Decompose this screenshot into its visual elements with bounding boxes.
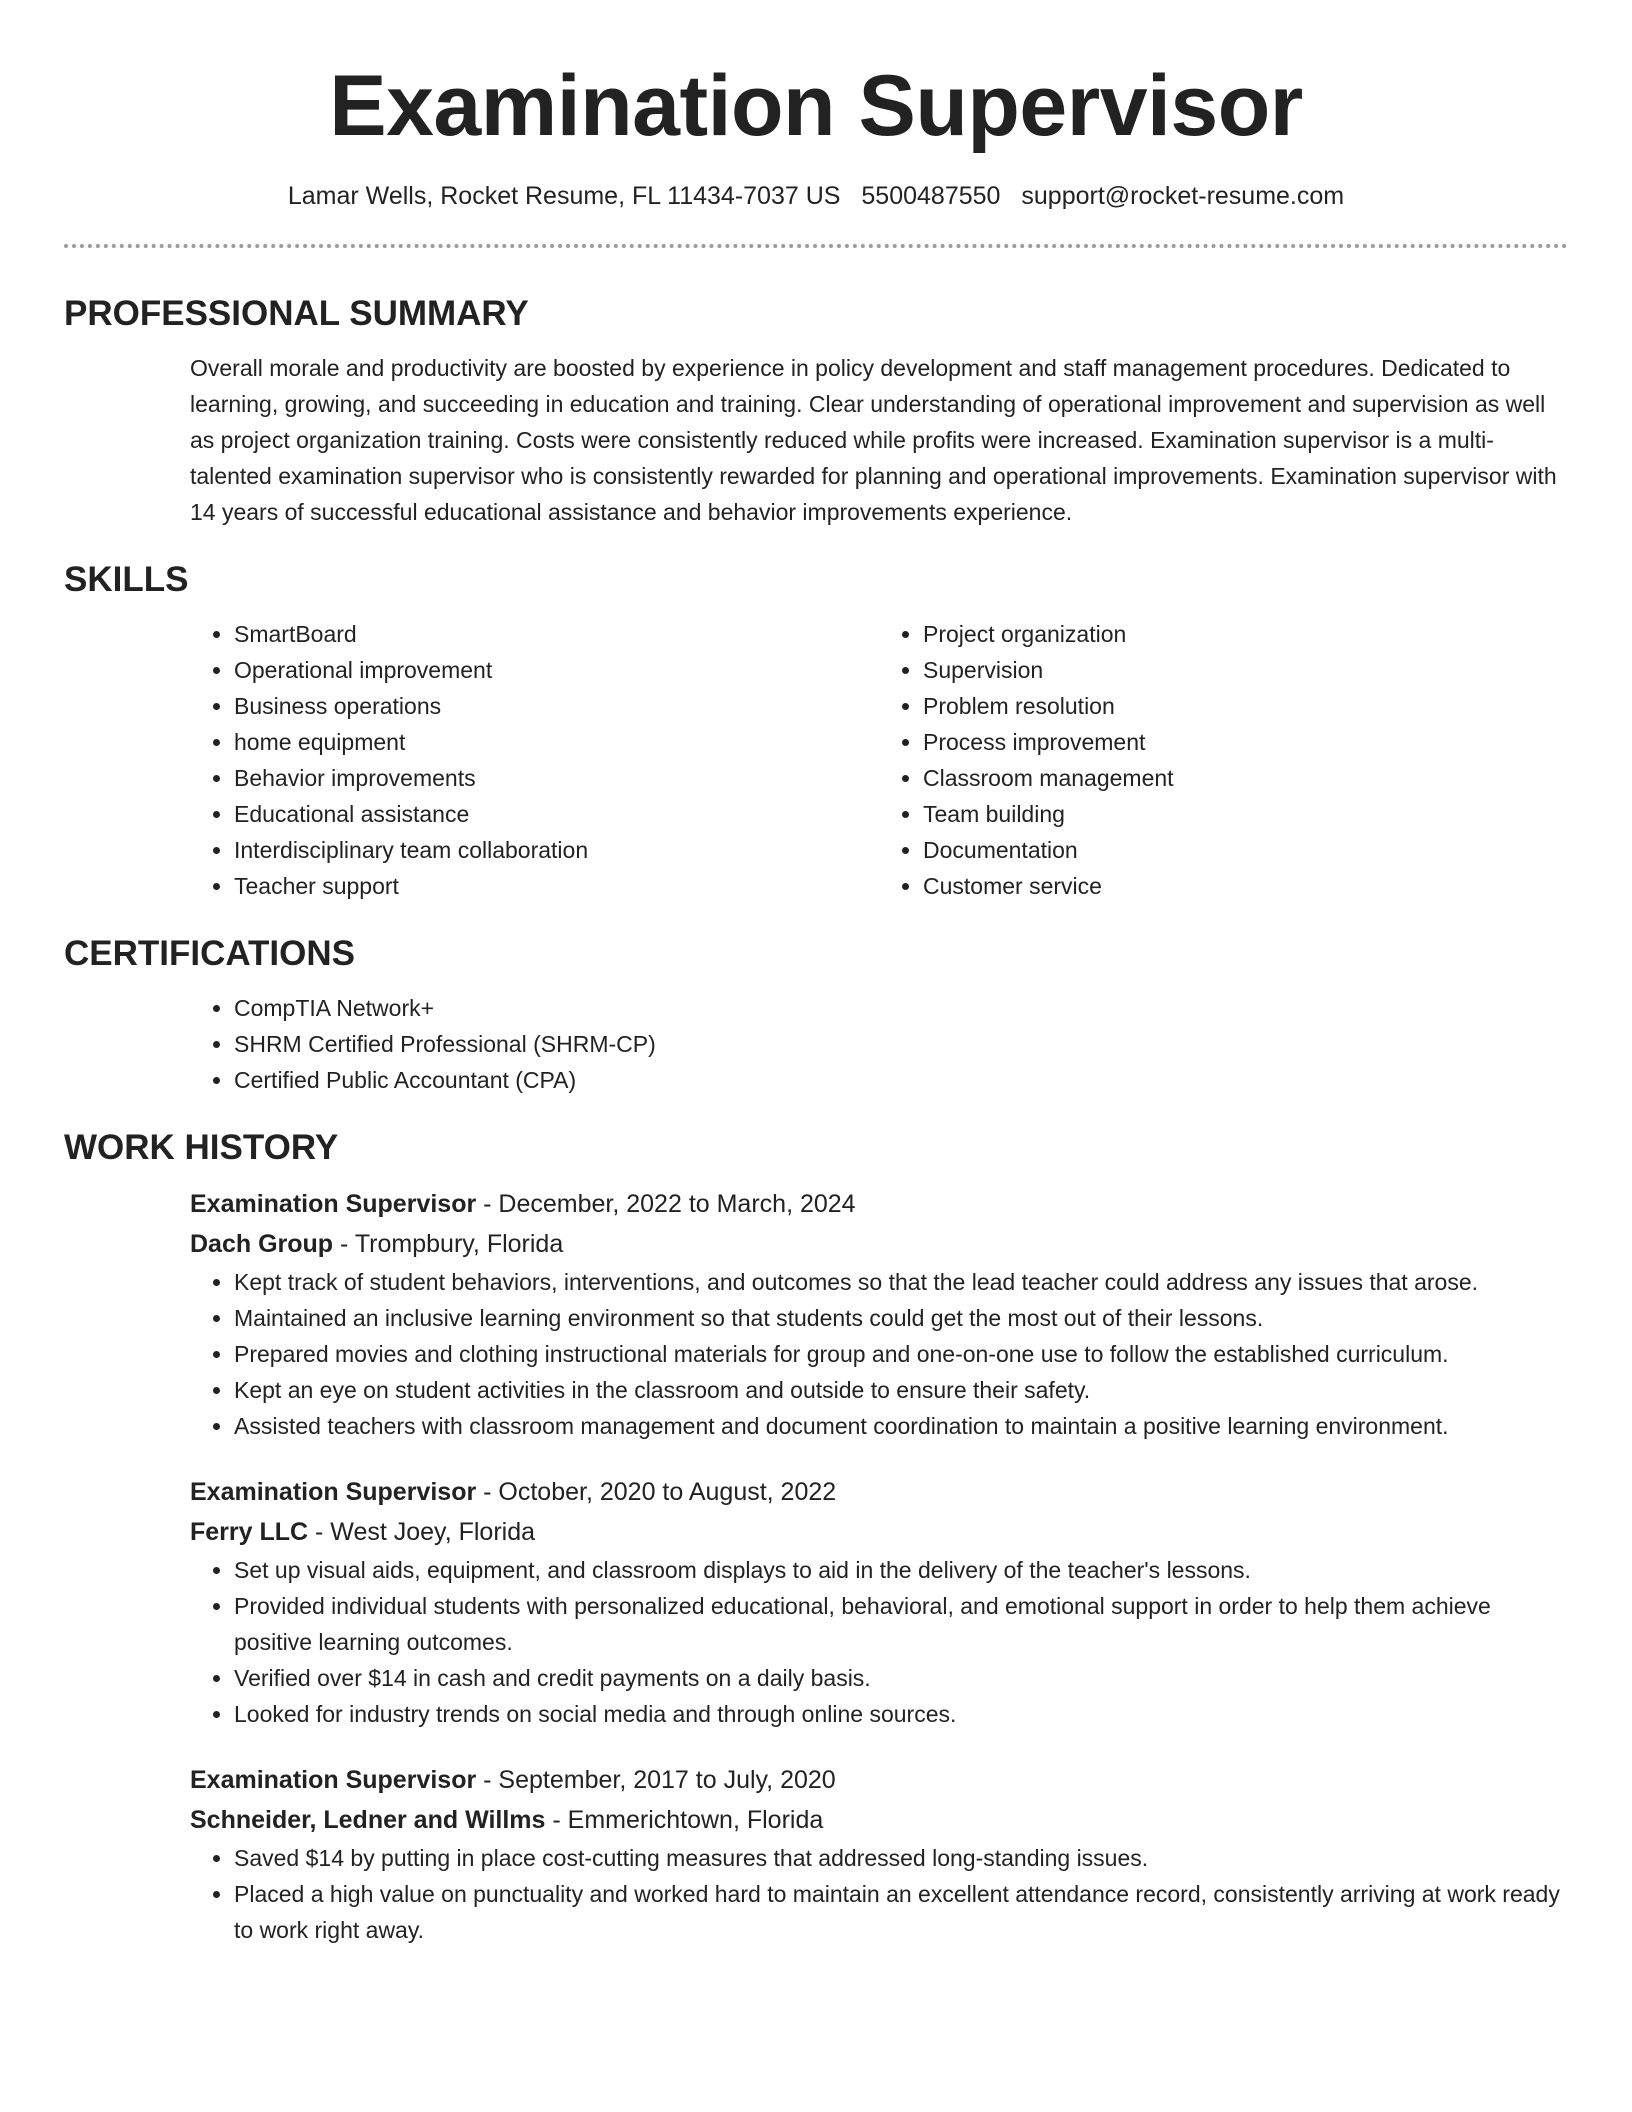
job-location: - Emmerichtown, Florida (545, 1806, 824, 1834)
skill-item: • home equipment (234, 724, 879, 760)
skill-item: • Classroom management (923, 760, 1568, 796)
skill-item: • Customer service (923, 868, 1568, 904)
job-bullet: • Assisted teachers with classroom management and document coordination to maintain a positive learning environment. (234, 1408, 1568, 1444)
work-history-heading: WORK HISTORY (64, 1128, 339, 1167)
certifications-list (190, 990, 1568, 1098)
summary-text: Overall morale and productivity are boosted by experience in policy development and staff management procedures. Dedicated to learning, growing, and succeeding in education and training. Clear understanding of operational improvement and supervision as well as project organization training. Costs were consistently reduced while profits were increased. Examination supervisor is a multi-talented examination supervisor who is consistently rewarded for planning and operational improvements. Examination supervisor with 14 years of successful educational assistance and behavior improvements experience. (190, 355, 1557, 525)
job-bullet: • Set up visual aids, equipment, and classroom displays to aid in the delivery of the teacher's lessons. (234, 1552, 1568, 1588)
skill-item: • Operational improvement (234, 652, 879, 688)
skills-list-left (190, 616, 879, 904)
job-bullets (190, 1552, 1568, 1732)
job-title-line (190, 1472, 1568, 1512)
job-bullet: • Kept track of student behaviors, interventions, and outcomes so that the lead teacher could address any issues that arose. (234, 1264, 1568, 1300)
skill-item: • Process improvement (923, 724, 1568, 760)
certification-item: • CompTIA Network+ (234, 990, 1568, 1026)
job-dates: - December, 2022 to March, 2024 (476, 1190, 856, 1218)
summary-body (190, 350, 1568, 530)
job-company-line (190, 1512, 1568, 1552)
job-bullet: • Placed a high value on punctuality and worked hard to maintain an excellent attendance record, consistently arriving at work ready to work right away. (234, 1876, 1568, 1948)
contact-phone: 5500487550 (861, 182, 1001, 210)
skill-item: • Documentation (923, 832, 1568, 868)
job-bullets (190, 1264, 1568, 1444)
skill-item: • Business operations (234, 688, 879, 724)
job-bullet: • Looked for industry trends on social media and through online sources. (234, 1696, 1568, 1732)
skills-heading: SKILLS (64, 560, 189, 599)
job-bullet: • Verified over $14 in cash and credit payments on a daily basis. (234, 1660, 1568, 1696)
certifications-heading: CERTIFICATIONS (64, 934, 356, 973)
skills-list-right (879, 616, 1568, 904)
contact-email[interactable]: support@rocket-resume.com (1021, 182, 1345, 210)
job-company: Schneider, Ledner and Willms (190, 1806, 546, 1834)
job-bullet: • Prepared movies and clothing instructional materials for group and one-on-one use to follow the established curriculum. (234, 1336, 1568, 1372)
skill-item: • Supervision (923, 652, 1568, 688)
job-company: Ferry LLC (190, 1518, 309, 1546)
contact-address: Lamar Wells, Rocket Resume, FL 11434-7037 US (287, 182, 841, 210)
job-title-line (190, 1760, 1568, 1800)
job-bullet: • Provided individual students with personalized educational, behavioral, and emotional support in order to help them achieve positive learning outcomes. (234, 1588, 1568, 1660)
skill-item: • Team building (923, 796, 1568, 832)
certification-item: • Certified Public Accountant (CPA) (234, 1062, 1568, 1098)
job-bullet: • Kept an eye on student activities in the classroom and outside to ensure their safety. (234, 1372, 1568, 1408)
job-bullets (190, 1840, 1568, 1948)
certifications-body (190, 990, 1568, 1098)
job-title: Examination Supervisor (190, 1478, 477, 1506)
job-company: Dach Group (190, 1230, 334, 1258)
certification-item: • SHRM Certified Professional (SHRM-CP) (234, 1026, 1568, 1062)
skills-grid (190, 616, 1568, 904)
summary-section (64, 292, 1568, 530)
header-divider (64, 244, 1568, 248)
skill-item: • Educational assistance (234, 796, 879, 832)
skill-item: • Project organization (923, 616, 1568, 652)
job-title: Examination Supervisor (190, 1190, 477, 1218)
skill-item: • Interdisciplinary team collaboration (234, 832, 879, 868)
job-bullet: • Saved $14 by putting in place cost-cutting measures that addressed long-standing issues. (234, 1840, 1568, 1876)
job-dates: - September, 2017 to July, 2020 (476, 1766, 836, 1794)
skill-item: • Problem resolution (923, 688, 1568, 724)
contact-line (64, 178, 1568, 214)
summary-heading: PROFESSIONAL SUMMARY (64, 294, 529, 333)
skills-section (64, 558, 1568, 904)
job-location: - West Joey, Florida (308, 1518, 536, 1546)
job-company-line (190, 1800, 1568, 1840)
resume-title: Examination Supervisor (329, 58, 1303, 154)
job-location: - Trompbury, Florida (333, 1230, 564, 1258)
resume-page (64, 0, 1568, 1948)
job-company-line (190, 1224, 1568, 1264)
work-history-section (64, 1126, 1568, 1948)
job-entry (190, 1472, 1568, 1732)
certifications-section (64, 932, 1568, 1098)
skill-item: • Teacher support (234, 868, 879, 904)
skill-item: • SmartBoard (234, 616, 879, 652)
job-title-line (190, 1184, 1568, 1224)
job-dates: - October, 2020 to August, 2022 (476, 1478, 837, 1506)
job-entry (190, 1184, 1568, 1444)
job-entry (190, 1760, 1568, 1948)
job-title: Examination Supervisor (190, 1766, 477, 1794)
skill-item: • Behavior improvements (234, 760, 879, 796)
job-bullet: • Maintained an inclusive learning environment so that students could get the most out of their lessons. (234, 1300, 1568, 1336)
